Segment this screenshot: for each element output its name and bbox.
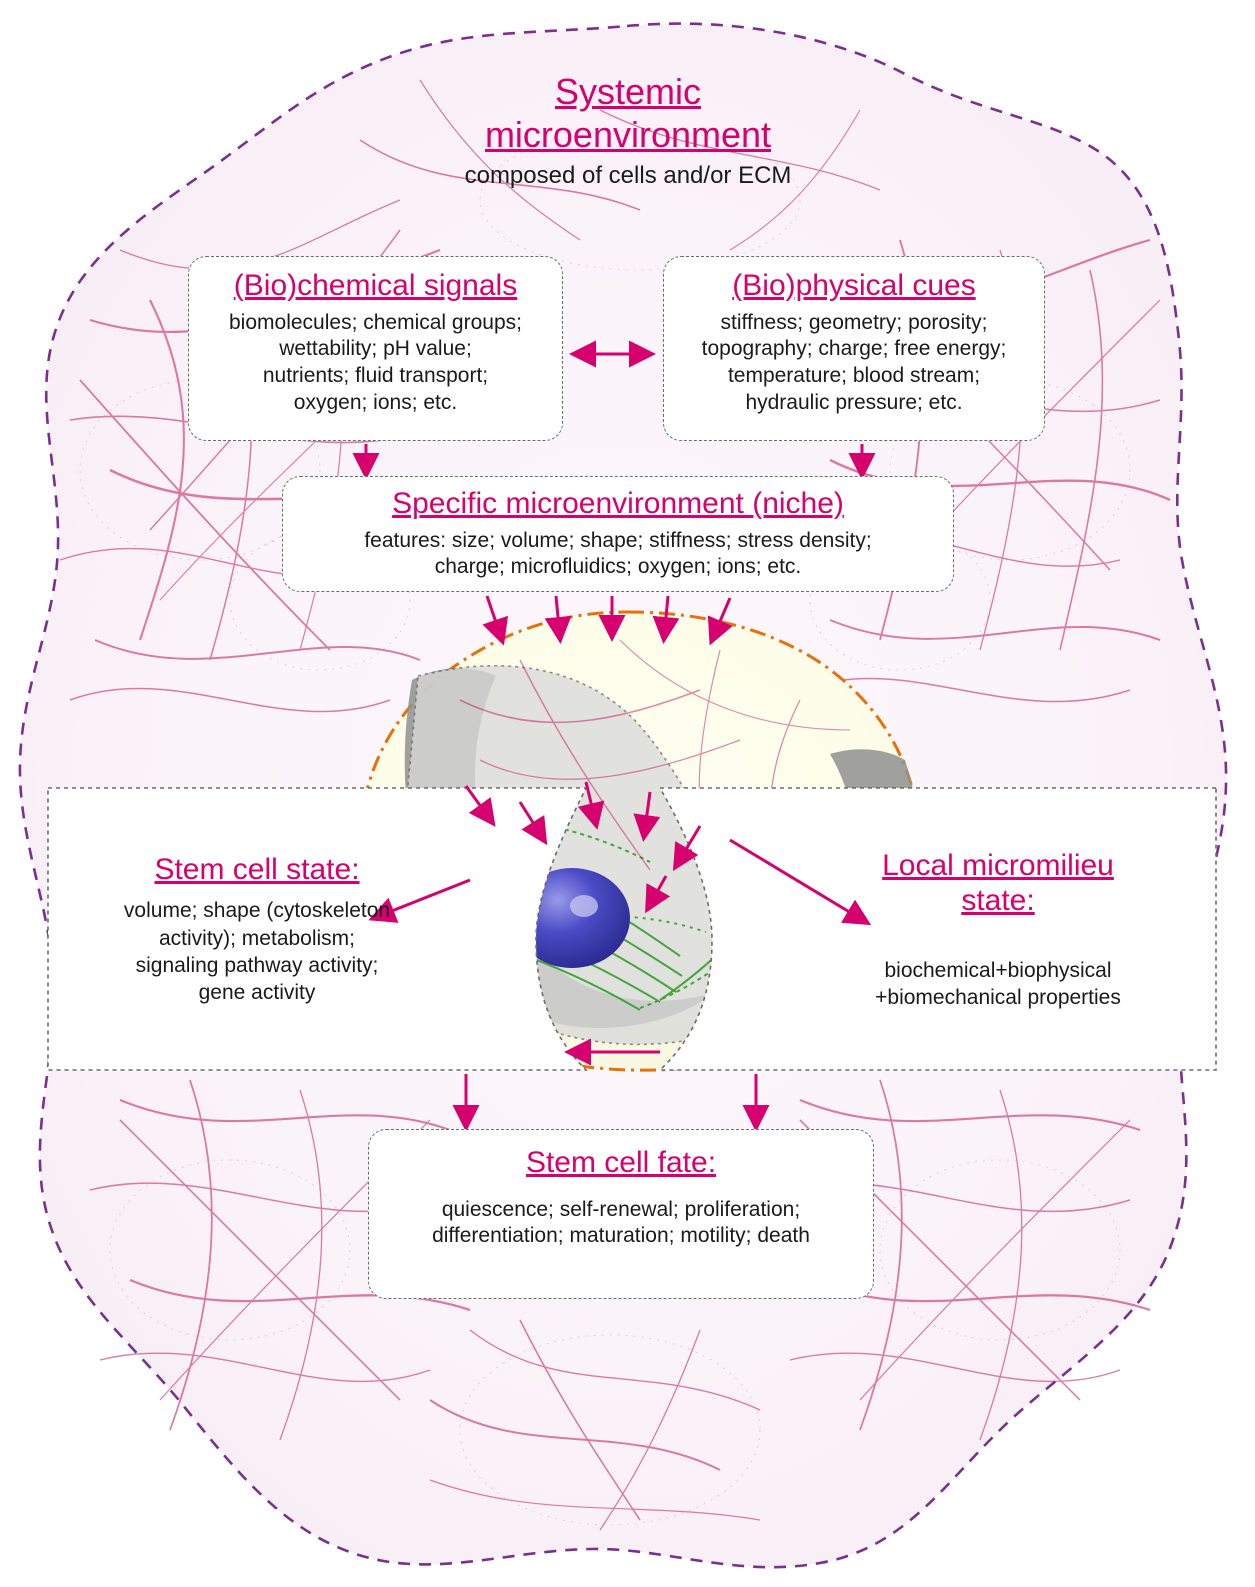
stem-cell-state-line-2: activity); metabolism; bbox=[158, 926, 356, 950]
niche-line-1: features: size; volume; shape; stiffness; stress density; bbox=[364, 528, 872, 552]
systemic-title-line2: microenvironment bbox=[484, 114, 772, 156]
biochemical-line-2: wettability; pH value; bbox=[279, 337, 472, 361]
local-micromilieu-panel bbox=[658, 786, 1218, 1070]
biophysical-cues-box bbox=[663, 256, 1045, 441]
stem-cell-state-panel bbox=[46, 786, 586, 1070]
stem-cell-fate-title: Stem cell fate: bbox=[525, 1146, 717, 1179]
local-micromilieu-title-line1: Local micromilieu bbox=[882, 849, 1114, 882]
systemic-title-line1: Systemic bbox=[554, 71, 702, 112]
biophysical-line-3: temperature; blood stream; bbox=[727, 364, 981, 388]
stem-cell-fate-line-1: quiescence; self-renewal; proliferation; bbox=[441, 1197, 801, 1221]
biophysical-line-2: topography; charge; free energy; bbox=[701, 337, 1007, 361]
biochemical-signals-title: (Bio)chemical signals bbox=[233, 269, 518, 302]
stem-cell-state-title: Stem cell state: bbox=[154, 853, 360, 886]
biophysical-cues-title: (Bio)physical cues bbox=[732, 269, 976, 302]
systemic-subtitle: composed of cells and/or ECM bbox=[464, 162, 792, 190]
stem-cell-state-line-1: volume; shape (cytoskeleton bbox=[123, 899, 391, 923]
local-micromilieu-title-line2: state: bbox=[961, 884, 1035, 918]
biochemical-line-3: nutrients; fluid transport; bbox=[262, 364, 489, 388]
biochemical-line-1: biomolecules; chemical groups; bbox=[229, 310, 522, 334]
biophysical-line-4: hydraulic pressure; etc. bbox=[745, 391, 963, 415]
stem-cell-fate-box bbox=[368, 1129, 874, 1299]
biochemical-line-4: oxygen; ions; etc. bbox=[293, 391, 458, 415]
biophysical-line-1: stiffness; geometry; porosity; bbox=[720, 310, 988, 334]
stem-cell-state-line-3: signaling pathway activity; bbox=[135, 953, 379, 977]
local-micromilieu-line-1: biochemical+biophysical bbox=[884, 958, 1112, 982]
niche-title: Specific microenvironment (niche) bbox=[392, 487, 844, 520]
systemic-microenvironment-heading bbox=[328, 70, 928, 190]
specific-microenvironment-box bbox=[282, 476, 954, 592]
biochemical-signals-box bbox=[188, 256, 563, 441]
local-micromilieu-line-2: +biomechanical properties bbox=[875, 986, 1121, 1010]
stem-cell-state-line-4: gene activity bbox=[198, 981, 316, 1005]
stem-cell-fate-line-2: differentiation; maturation; motility; death bbox=[432, 1224, 810, 1248]
niche-line-2: charge; microfluidics; oxygen; ions; etc. bbox=[434, 555, 802, 579]
